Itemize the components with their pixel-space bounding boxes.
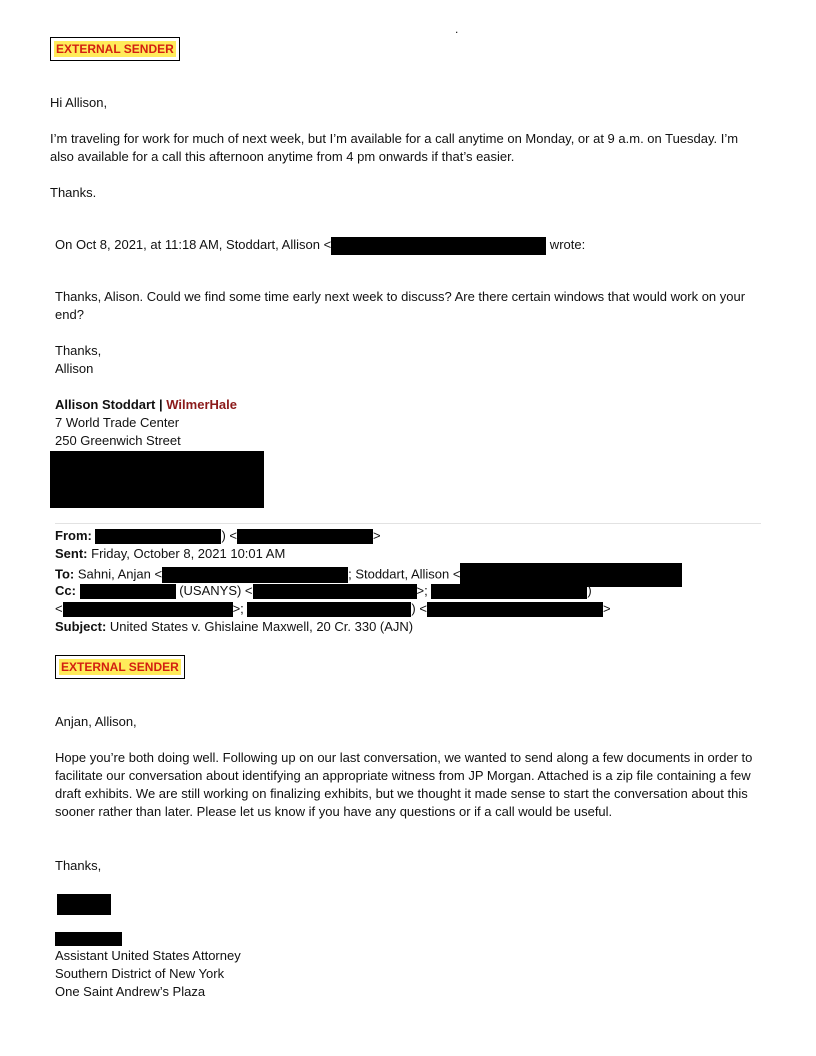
signature-address1: 7 World Trade Center: [55, 415, 180, 430]
header-divider: [55, 523, 761, 524]
quoted-intro-prefix: On Oct 8, 2021, at 11:18 AM, Stoddart, Allison <: [55, 237, 332, 252]
sent-value: Friday, October 8, 2021 10:01 AM: [91, 546, 286, 561]
quoted-body: Thanks, Alison. Could we find some time early next week to discuss? Are there certain windows that would work on your end?: [55, 289, 746, 322]
cc-org: (USANYS) <: [179, 583, 253, 598]
to-name2: ; Stoddart, Allison <: [348, 566, 461, 582]
signature-name: Allison Stoddart: [55, 397, 156, 412]
subject-label: Subject:: [55, 619, 107, 634]
redaction-bar: [162, 567, 348, 583]
quoted-intro-suffix: wrote:: [546, 237, 586, 252]
header-subject: [55, 618, 413, 636]
redaction-bar: [253, 584, 417, 599]
redaction-block: [50, 451, 264, 508]
signature-firm: WilmerHale: [166, 397, 237, 412]
reply-body: I’m traveling for work for much of next week, but I’m available for a call anytime on Monday, or at 9 a.m. on Tuesday. I’m also available for a call this afternoon anytime from 4 pm onwards if that’s easier.: [50, 131, 739, 164]
original-greeting: Anjan, Allison,: [55, 714, 137, 729]
redaction-bar: [427, 602, 603, 617]
sender-office: Southern District of New York: [55, 966, 225, 981]
header-cc-continued: < >; ) < >: [55, 601, 611, 616]
sent-label: Sent:: [55, 546, 88, 561]
signature-name-line: [55, 396, 237, 414]
redaction-block: [55, 932, 122, 946]
redaction-block: [57, 894, 111, 915]
stray-mark: .: [455, 22, 459, 36]
header-cc: Cc: (USANYS) < >; ): [55, 583, 592, 598]
cc-label: Cc:: [55, 583, 76, 598]
to-label: To:: [55, 566, 75, 582]
quoted-intro: [55, 236, 585, 255]
external-sender-text: EXTERNAL SENDER: [61, 660, 179, 674]
redaction-bar: [95, 529, 221, 544]
signature-separator: |: [159, 397, 163, 412]
quoted-signoff-name: Allison: [55, 361, 94, 376]
external-sender-text: EXTERNAL SENDER: [56, 42, 174, 56]
redaction-bar: [80, 584, 176, 599]
reply-greeting: Hi Allison,: [50, 95, 108, 110]
reply-closing: Thanks.: [50, 185, 97, 200]
quoted-closing: Thanks,: [55, 343, 102, 358]
original-closing: Thanks,: [55, 858, 102, 873]
redaction-bar: [331, 237, 546, 255]
header-from: From: ) < >: [55, 528, 381, 543]
subject-value: United States v. Ghislaine Maxwell, 20 Cr. 330 (AJN): [109, 619, 414, 634]
sender-title: Assistant United States Attorney: [55, 948, 241, 963]
to-name1: Sahni, Anjan <: [77, 566, 163, 582]
redaction-bar: [431, 584, 587, 599]
external-sender-badge: [55, 655, 185, 679]
signature-address2: 250 Greenwich Street: [55, 433, 181, 448]
redaction-bar: [247, 602, 411, 617]
redaction-bar: [63, 602, 233, 617]
header-sent: [55, 545, 285, 563]
sender-address: One Saint Andrew’s Plaza: [55, 984, 206, 999]
external-sender-badge: [50, 37, 180, 61]
redaction-bar: [237, 529, 373, 544]
original-body: Hope you’re both doing well. Following up on our last conversation, we wanted to send along a few documents in order to facilitate our conversation about identifying an appropriate witness from JP Morgan. Attached is a zip file containing a few draft exhibits. We are still working on finalizing exhibits, but we thought it made sense to start the conversation about this sooner rather than later. Please let us know if you have any questions or if a call would be useful.: [55, 750, 753, 819]
from-label: From:: [55, 528, 92, 543]
